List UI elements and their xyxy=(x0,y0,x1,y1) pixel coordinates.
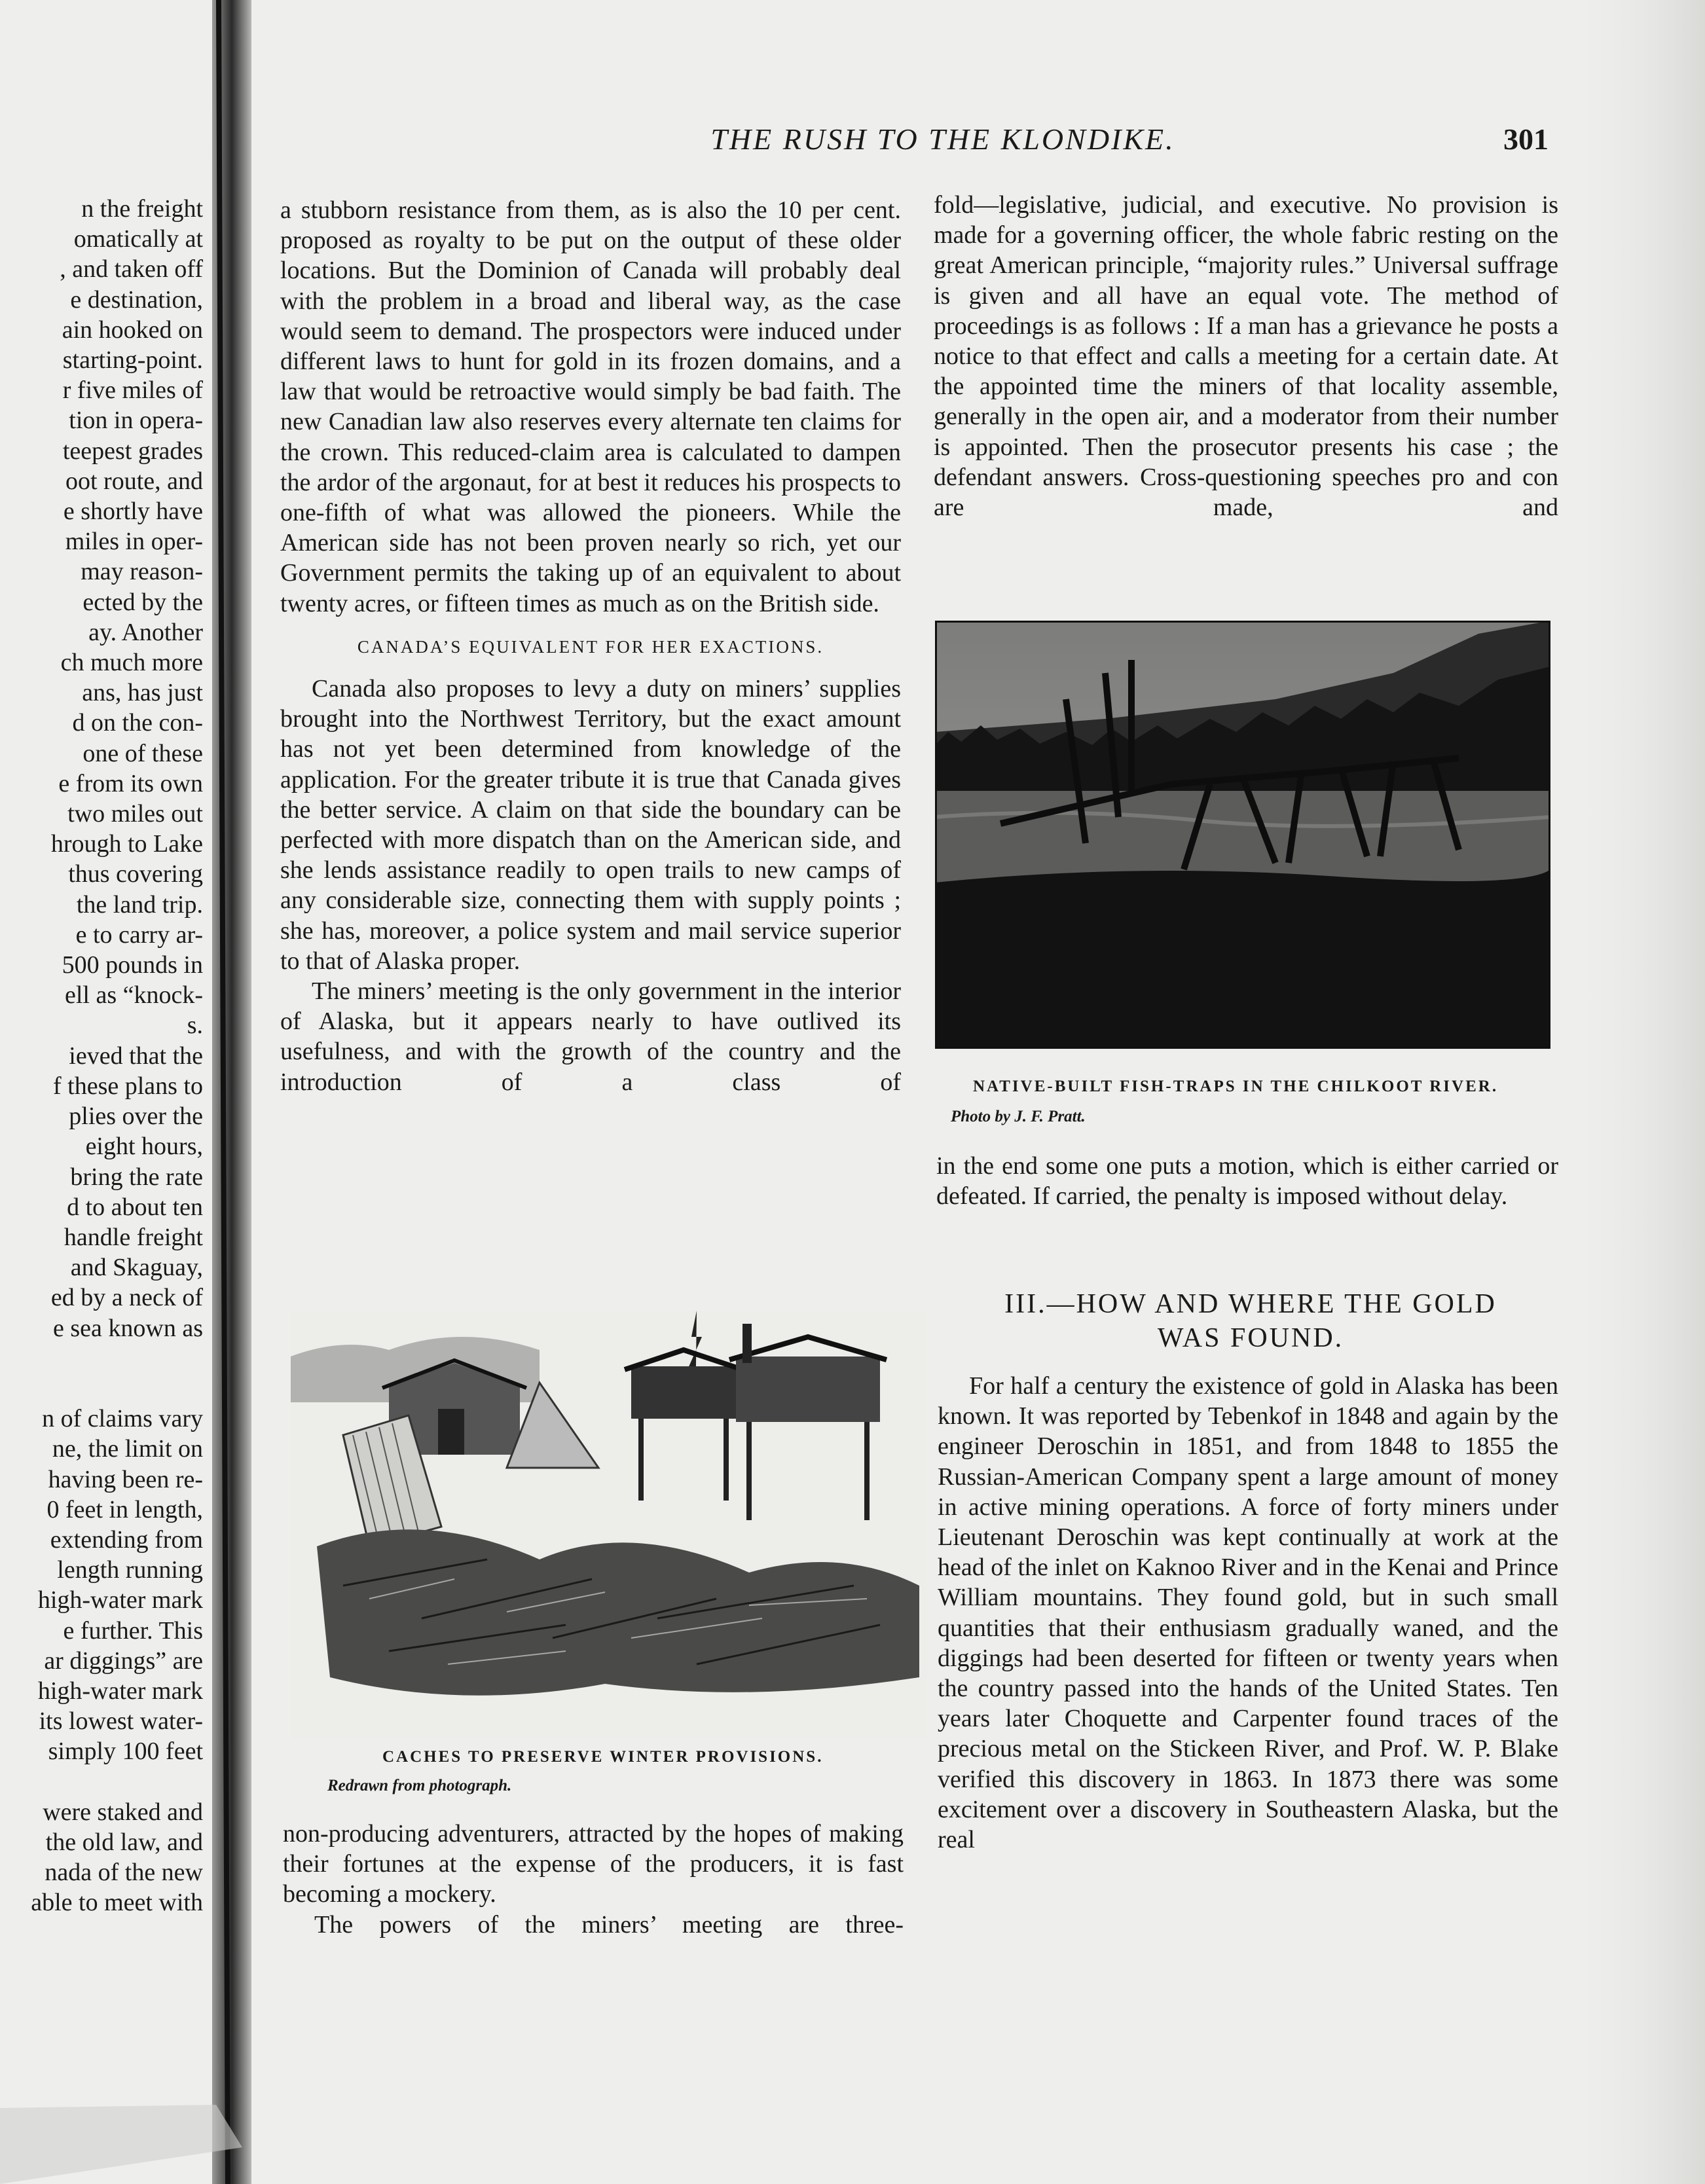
left-fragment-line: high-water mark xyxy=(37,1677,203,1705)
engraving-caption: CACHES TO PRESERVE WINTER PROVISIONS. xyxy=(382,1748,824,1766)
left-fragment-line: ieved that the xyxy=(69,1042,203,1070)
left-fragment-line: its lowest water- xyxy=(39,1707,203,1736)
left-fragment-line: ected by the xyxy=(82,588,203,616)
left-fragment-line: ans, has just xyxy=(82,679,203,707)
photo-credit: Photo by J. F. Pratt. xyxy=(951,1108,1086,1125)
left-fragment-line xyxy=(0,1767,203,1797)
section-subhead: CANADA’S EQUIVALENT FOR HER EXACTIONS. xyxy=(357,636,824,657)
left-fragment-line: eight hours, xyxy=(85,1133,203,1161)
left-fragment-line: ain hooked on xyxy=(62,316,203,344)
left-fragment-line: handle freight xyxy=(64,1223,203,1251)
body-paragraph: a stubborn resistance from them, as is also the 10 per cent. proposed as royalty to be put on the output of these older locations. But the Dominion of Canada will probably deal with the problem in a broad and liberal way, as the case would seem to demand. The prospectors were induced under different laws to hunt for gold in its frozen domains, and a law that would be retroactive would simply be bad faith. The new Canadian law also reserves every alternate ten claims for the crown. This reduced-claim area is calculated to dampen the ardor of the argonaut, for at best it reduces his prospects to one-fifth of what was allowed the pioneers. While the American side has not been proven nearly so rich, yet our Government permits the taking up of an equivalent to about twenty acres, or fifteen times as much as on the British side. xyxy=(280,196,901,617)
left-fragment-line: e to carry ar- xyxy=(75,920,203,949)
body-paragraph: non-producing adventurers, attracted by the hopes of making their fortunes at the expense of the producers, it is fast becoming a mockery. xyxy=(283,1820,904,1908)
left-fragment-line: the old law, and xyxy=(45,1828,203,1856)
left-fragment-line: and Skaguay, xyxy=(70,1254,203,1282)
left-fragment-line: extending from xyxy=(50,1525,203,1554)
caches-engraving-illustration xyxy=(291,1311,927,1738)
left-fragment-line: starting-point. xyxy=(62,346,203,374)
left-fragment-line: the land trip. xyxy=(76,890,203,919)
left-fragment-line: tion in opera- xyxy=(69,407,203,435)
left-fragment-line: two miles out xyxy=(67,800,203,828)
left-fragment-line: nada of the new xyxy=(45,1859,203,1887)
body-paragraph: The powers of the miners’ meeting are three- xyxy=(314,1910,904,1938)
left-fragment-line: e sea known as xyxy=(53,1314,203,1342)
left-fragment-line: e shortly have xyxy=(63,498,203,526)
left-fragment-line xyxy=(0,1343,203,1374)
left-fragment-line: thus covering xyxy=(68,860,203,888)
right-column-top xyxy=(934,190,1558,522)
left-fragment-line: s. xyxy=(187,1011,203,1040)
left-fragment-line: bring the rate xyxy=(70,1163,203,1191)
section-title-line-2: WAS FOUND. xyxy=(1157,1323,1344,1353)
left-fragment-line: ne, the limit on xyxy=(52,1435,203,1463)
body-paragraph: fold—legislative, judicial, and executive. No provision is made for a governing officer, the whole fabric resting on the great American principle, “majority rules.” Universal suffrage is given and all have an equal vote. The method of proceedings is as follows : If a man has a grievance he posts a notice to that effect and calls a meeting for a certain date. At the appointed time the miners of that locality assemble, generally in the open air, and a moderator from their number is appointed. Then the prosecutor presents his case ; the defendant answers. Cross-questioning speeches pro and con are made, and xyxy=(934,191,1558,522)
running-head: THE RUSH TO THE KLONDIKE. xyxy=(710,122,1175,156)
left-fragment-line: ed by a neck of xyxy=(50,1284,203,1312)
fish-traps-photograph xyxy=(935,621,1550,1049)
section-title xyxy=(949,1287,1552,1355)
left-fragment-line: one of these xyxy=(82,739,203,767)
left-fragment-line: e from its own xyxy=(58,769,203,797)
left-fragment-line: d to about ten xyxy=(67,1193,203,1221)
left-fragment-line: ar diggings” are xyxy=(44,1647,203,1675)
left-fragment-line: ell as “knock- xyxy=(64,981,203,1010)
left-fragment-line: able to meet with xyxy=(31,1889,203,1917)
left-fragment-line: n the freight xyxy=(81,195,203,223)
left-fragment-line: teepest grades xyxy=(62,437,203,465)
left-fragment-line xyxy=(0,1374,203,1404)
page-number: 301 xyxy=(1503,122,1549,156)
left-fragment-line: f these plans to xyxy=(52,1072,203,1100)
left-fragment-line: length running xyxy=(57,1556,203,1584)
center-column-bottom xyxy=(283,1819,904,1940)
left-fragment-line: oot route, and xyxy=(65,467,203,495)
left-fragment-line: simply 100 feet xyxy=(48,1738,203,1766)
left-fragment-line: miles in oper- xyxy=(65,528,203,556)
left-fragment-line: e destination, xyxy=(70,285,203,314)
left-fragment-line: ay. Another xyxy=(88,618,203,646)
left-fragment-line: hrough to Lake xyxy=(50,830,203,858)
left-fragment-line: e further. This xyxy=(63,1616,203,1645)
left-fragment-line: n of claims vary xyxy=(42,1405,203,1433)
right-column-bottom xyxy=(938,1371,1558,1855)
left-fragment-line: ch much more xyxy=(60,649,203,677)
left-fragment-line: , and taken off xyxy=(60,255,203,283)
section-title-line-1: III.—HOW AND WHERE THE GOLD xyxy=(1004,1289,1497,1319)
left-fragment-line: were staked and xyxy=(43,1798,203,1826)
engraving-credit: Redrawn from photograph. xyxy=(327,1777,512,1794)
left-fragment-line: omatically at xyxy=(73,225,203,253)
left-fragment-line: d on the con- xyxy=(72,709,203,737)
left-fragment-line: may reason- xyxy=(81,558,203,586)
left-fragment-line: having been re- xyxy=(48,1465,203,1493)
photo-caption: NATIVE-BUILT FISH-TRAPS IN THE CHILKOOT RIVER. xyxy=(973,1078,1499,1095)
left-fragment-line: plies over the xyxy=(69,1102,203,1131)
body-paragraph: For half a century the existence of gold in Alaska has been known. It was reported by Tebenkof in 1848 and again by the engineer Deroschin in 1851, and from 1848 to 1855 the Russian-American Company spent a large amount of money in active mining operations. A force of forty miners under Lieutenant Deroschin was kept continually at work at the head of the inlet on Kaknoo River and in the Kenai and Prince William mountains. They found gold, but in such small quantities that their enthusiasm gradually waned, and the diggings had been deserted for fifteen or twenty years when the country passed into the hands of the United States. Ten years later Choquette and Carpenter found traces of the precious metal on the Stickeen River, and Prof. W. P. Blake verified this discovery in 1863. In 1873 there was some excitement over a discovery in Southeastern Alaska, but the real xyxy=(938,1372,1558,1854)
left-fragment-line: r five miles of xyxy=(62,376,203,405)
body-paragraph: Canada also proposes to levy a duty on miners’ supplies brought into the Northwest Territory, but the exact amount has not yet been determined from knowledge of the application. For the greater tribute it is true that Canada gives the better service. A claim on that side the boundary can be perfected with more dispatch than on the American side, and she lends assistance readily to open trails to new camps of any considerable size, connecting them with supply points ; she has, moreover, a police system and mail service superior to that of Alaska proper. xyxy=(280,675,901,975)
left-fragment-line: 0 feet in length, xyxy=(46,1495,203,1523)
center-column-top xyxy=(280,195,901,1097)
body-paragraph: The miners’ meeting is the only government in the interior of Alaska, but it appears nearly to have outlived its usefulness, and with the growth of the country and the introduction of a class of xyxy=(280,977,901,1096)
left-fragment-line: 500 pounds in xyxy=(62,951,203,979)
left-page-column-fragments xyxy=(0,194,207,1918)
left-fragment-line: high-water mark xyxy=(37,1586,203,1614)
body-paragraph: in the end some one puts a motion, which is either carried or defeated. If carried, the penalty is imposed without delay. xyxy=(936,1152,1558,1210)
right-column-middle xyxy=(936,1151,1558,1211)
